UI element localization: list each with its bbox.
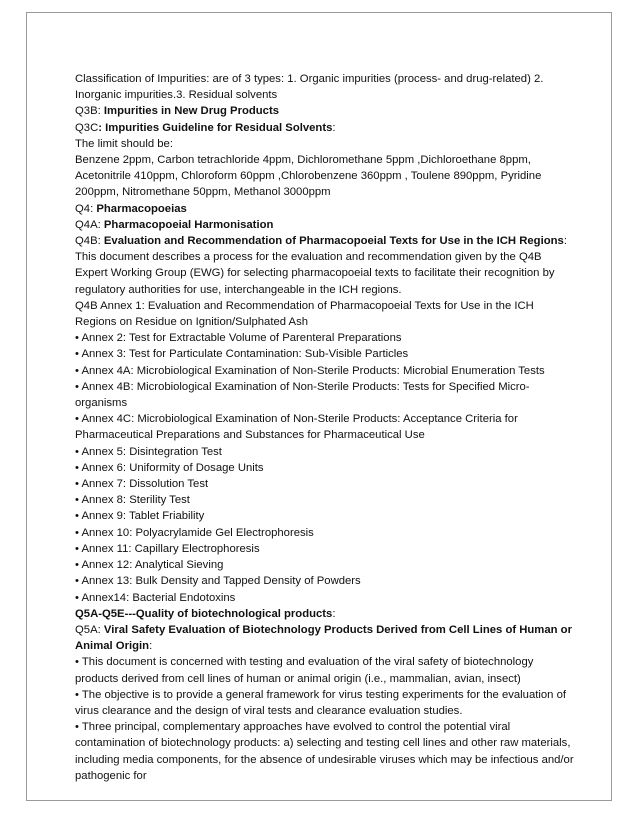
annex-item: • Annex 7: Dissolution Test <box>75 478 209 491</box>
limit-label: The limit should be: <box>75 137 173 150</box>
annex-item: • Annex 4C: Microbiological Examination of Non-Sterile Products: Acceptance Criteria for Pharmaceutical Preparations and Substances for Pharmaceutical Use <box>75 413 518 442</box>
q4b-title: Evaluation and Recommendation of Pharmacopoeial Texts for Use in the ICH Regions <box>103 235 564 248</box>
classification-paragraph: Classification of Impurities: are of 3 types: 1. Organic impurities (process- and drug-related) 2. Inorganic impurities.3. Residual solvents <box>75 73 544 102</box>
q4a-code: Q4A: <box>75 218 104 231</box>
annex-item: • Annex 4A: Microbiological Examination of Non-Sterile Products: Microbial Enumeration Tests <box>75 364 545 377</box>
annex-item: • Annex 10: Polyacrylamide Gel Electrophoresis <box>75 526 314 539</box>
annex-item: • Annex 9: Tablet Friability <box>75 510 205 523</box>
q3b-line <box>75 103 575 119</box>
q4-code: Q4: <box>75 202 97 215</box>
q4b-description: This document describes a process for the evaluation and recommendation given by the Q4B Expert Working Group (EWG) for selecting pharmacopoeial texts to facilitate their recognition by regulatory authorities for use, interchangeable in the ICH regions. <box>75 251 555 296</box>
q4-title: Pharmacopoeias <box>96 202 187 215</box>
q4b-annex1: Q4B Annex 1: Evaluation and Recommendation of Pharmacopoeial Texts for Use in the ICH Regions on Residue on Ignition/Sulphated Ash <box>75 299 534 329</box>
q4-line <box>75 201 575 217</box>
q4b-colon: : <box>563 235 567 248</box>
q5-heading: Q5A-Q5E---Quality of biotechnological products <box>75 607 333 620</box>
annex-item: • Annex 5: Disintegration Test <box>75 445 222 458</box>
annex-item: • Annex 11: Capillary Electrophoresis <box>75 542 260 555</box>
annex-item: • Annex 4B: Microbiological Examination of Non-Sterile Products: Tests for Specified Micro-organisms <box>75 380 530 410</box>
q5-heading-line <box>75 606 575 622</box>
q5a-colon: : <box>149 640 153 653</box>
annex-item: • Annex 6: Uniformity of Dosage Units <box>75 461 264 474</box>
q5a-bullet-2: • The objective is to provide a general framework for virus testing experiments for the evaluation of virus clearance and the design of viral tests and clearance evaluation studies. <box>75 688 567 717</box>
q4b-code: Q4B: <box>75 235 104 248</box>
limits-paragraph: Benzene 2ppm, Carbon tetrachloride 4ppm, Dichloromethane 5ppm ,Dichloroethane 8ppm, Acetonitrile 410ppm, Chloroform 60ppm ,Chlorobenzene 360ppm , Toulene 890ppm, Pyridine 200ppm, Nitromethane 50ppm, Methanol 3000ppm <box>75 154 542 199</box>
q3c-code: Q3C <box>75 121 99 134</box>
q4a-title: Pharmacopoeial Harmonisation <box>103 218 274 231</box>
q3b-code: Q3B: <box>75 105 104 118</box>
q3c-title: : Impurities Guideline for Residual Solvents <box>98 121 333 134</box>
q5a-bullet-1: • This document is concerned with testing and evaluation of the viral safety of biotechnology products derived from cell lines of human or animal origin (i.e., mammalian, avian, insect) <box>75 656 534 685</box>
q3b-title: Impurities in New Drug Products <box>103 105 280 118</box>
annex-item: • Annex 13: Bulk Density and Tapped Density of Powders <box>75 575 361 588</box>
q4a-line <box>75 217 575 233</box>
annex-item: • Annex 8: Sterility Test <box>75 494 190 507</box>
annex-item: • Annex 2: Test for Extractable Volume of Parenteral Preparations <box>75 332 402 345</box>
q5-colon: : <box>332 607 336 620</box>
q3c-line <box>75 120 575 136</box>
annex-item: • Annex 3: Test for Particulate Contamination: Sub-Visible Particles <box>75 348 409 361</box>
q5a-title: Viral Safety Evaluation of Biotechnology Products Derived from Cell Lines of Human or Animal Origin <box>75 623 572 653</box>
annex-item: • Annex14: Bacterial Endotoxins <box>75 591 236 604</box>
q5a-line <box>75 622 575 654</box>
q5a-bullet-3: • Three principal, complementary approaches have evolved to control the potential viral contamination of biotechnology products: a) selecting and testing cell lines and other raw materials, including media components, for the absence of undesirable viruses which may be infectious and/or pathogenic for <box>75 721 574 782</box>
q5a-code: Q5A: <box>75 623 104 636</box>
q3c-colon: : <box>332 121 336 134</box>
document-body <box>75 71 575 784</box>
annex-item: • Annex 12: Analytical Sieving <box>75 559 224 572</box>
q4b-line <box>75 233 575 249</box>
